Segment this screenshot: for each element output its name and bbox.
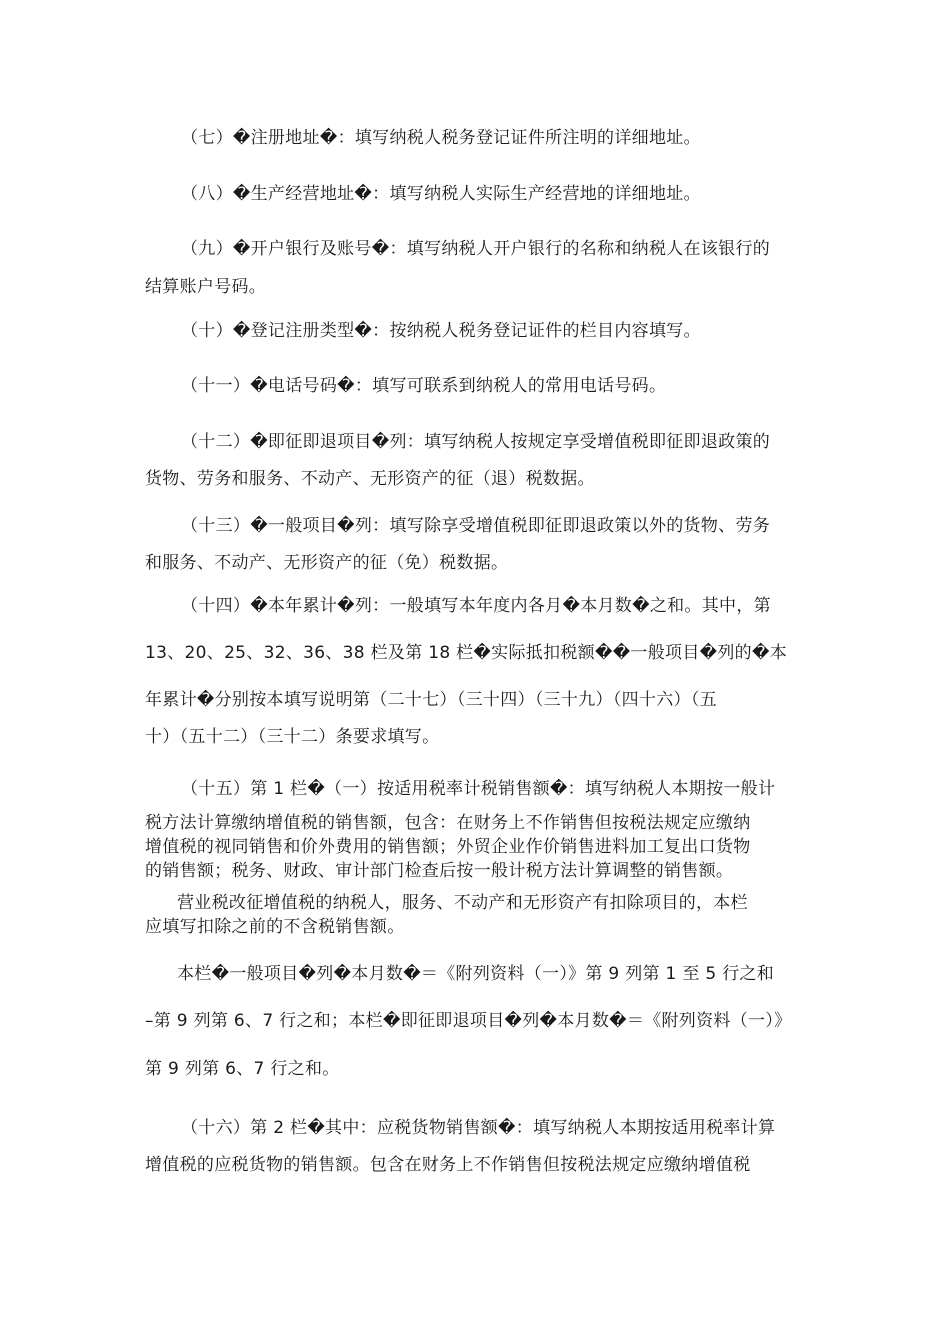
paragraph-16 [145,1118,807,1175]
paragraph-13 [145,516,807,573]
paragraph-7 [145,128,807,148]
text-line: 的销售额；税务、财政、审计部门检查后按一般计税方法计算调整的销售额。 [145,861,734,881]
paragraph-column-formula [145,964,807,1079]
paragraph-14 [145,596,807,747]
paragraph-12 [145,432,807,489]
paragraph-vat-reform [145,893,807,937]
text-line: 和服务、不动产、无形资产的征（免）税数据。 [145,553,509,573]
text-line: 13、20、25、32、36、38 栏及第 18 栏�实际抵扣税额��一般项目�列的�本 [145,643,787,663]
text-line: （十三）�一般项目�列：填写除享受增值税即征即退政策以外的货物、劳务 [181,516,771,536]
text-line: （七）�注册地址�：填写纳税人税务登记证件所注明的详细地址。 [181,128,701,148]
paragraph-10 [145,321,807,341]
text-line: 增值税的应税货物的销售额。包含在财务上不作销售但按税法规定应缴纳增值税 [145,1155,751,1175]
text-line: 十）（五十二）（三十二）条要求填写。 [145,727,440,747]
text-line: （十二）�即征即退项目�列：填写纳税人按规定享受增值税即征即退政策的 [181,432,771,452]
text-line: 年累计�分别按本填写说明第（二十七）（三十四）（三十九）（四十六）（五 [145,690,717,710]
text-line: 营业税改征增值税的纳税人，服务、不动产和无形资产有扣除项目的，本栏 [177,893,748,913]
text-line: 第 9 列第 6、7 行之和。 [145,1059,340,1079]
text-line: （十六）第 2 栏�其中：应税货物销售额�：填写纳税人本期按适用税率计算 [181,1118,776,1138]
text-line: （十）�登记注册类型�：按纳税人税务登记证件的栏目内容填写。 [181,321,701,341]
text-line: （十一）�电话号码�：填写可联系到纳税人的常用电话号码。 [181,376,667,396]
text-line: 结算账户号码。 [145,277,267,297]
text-line: –第 9 列第 6、7 行之和；本栏�即征即退项目�列�本月数�＝《附列资料（一）》 [145,1011,792,1031]
paragraph-9 [145,239,807,297]
text-line: 本栏�一般项目�列�本月数�＝《附列资料（一）》第 9 列第 1 至 5 行之和 [177,964,775,984]
text-line: （八）�生产经营地址�：填写纳税人实际生产经营地的详细地址。 [181,184,701,204]
text-line: （十四）�本年累计�列：一般填写本年度内各月�本月数�之和。其中，第 [181,596,771,616]
text-line: （九）�开户银行及账号�：填写纳税人开户银行的名称和纳税人在该银行的 [181,239,771,259]
paragraph-11 [145,376,807,396]
text-line: 应填写扣除之前的不含税销售额。 [145,917,405,937]
text-line: 增值税的视同销售和价外费用的销售额；外贸企业作价销售进料加工复出口货物 [145,837,751,857]
text-line: 税方法计算缴纳增值税的销售额，包含：在财务上不作销售但按税法规定应缴纳 [145,813,751,833]
text-line: 货物、劳务和服务、不动产、无形资产的征（退）税数据。 [145,469,595,489]
paragraph-15 [145,779,807,881]
text-line: （十五）第 1 栏�（一）按适用税率计税销售额�：填写纳税人本期按一般计 [181,779,776,799]
paragraph-8 [145,184,807,204]
